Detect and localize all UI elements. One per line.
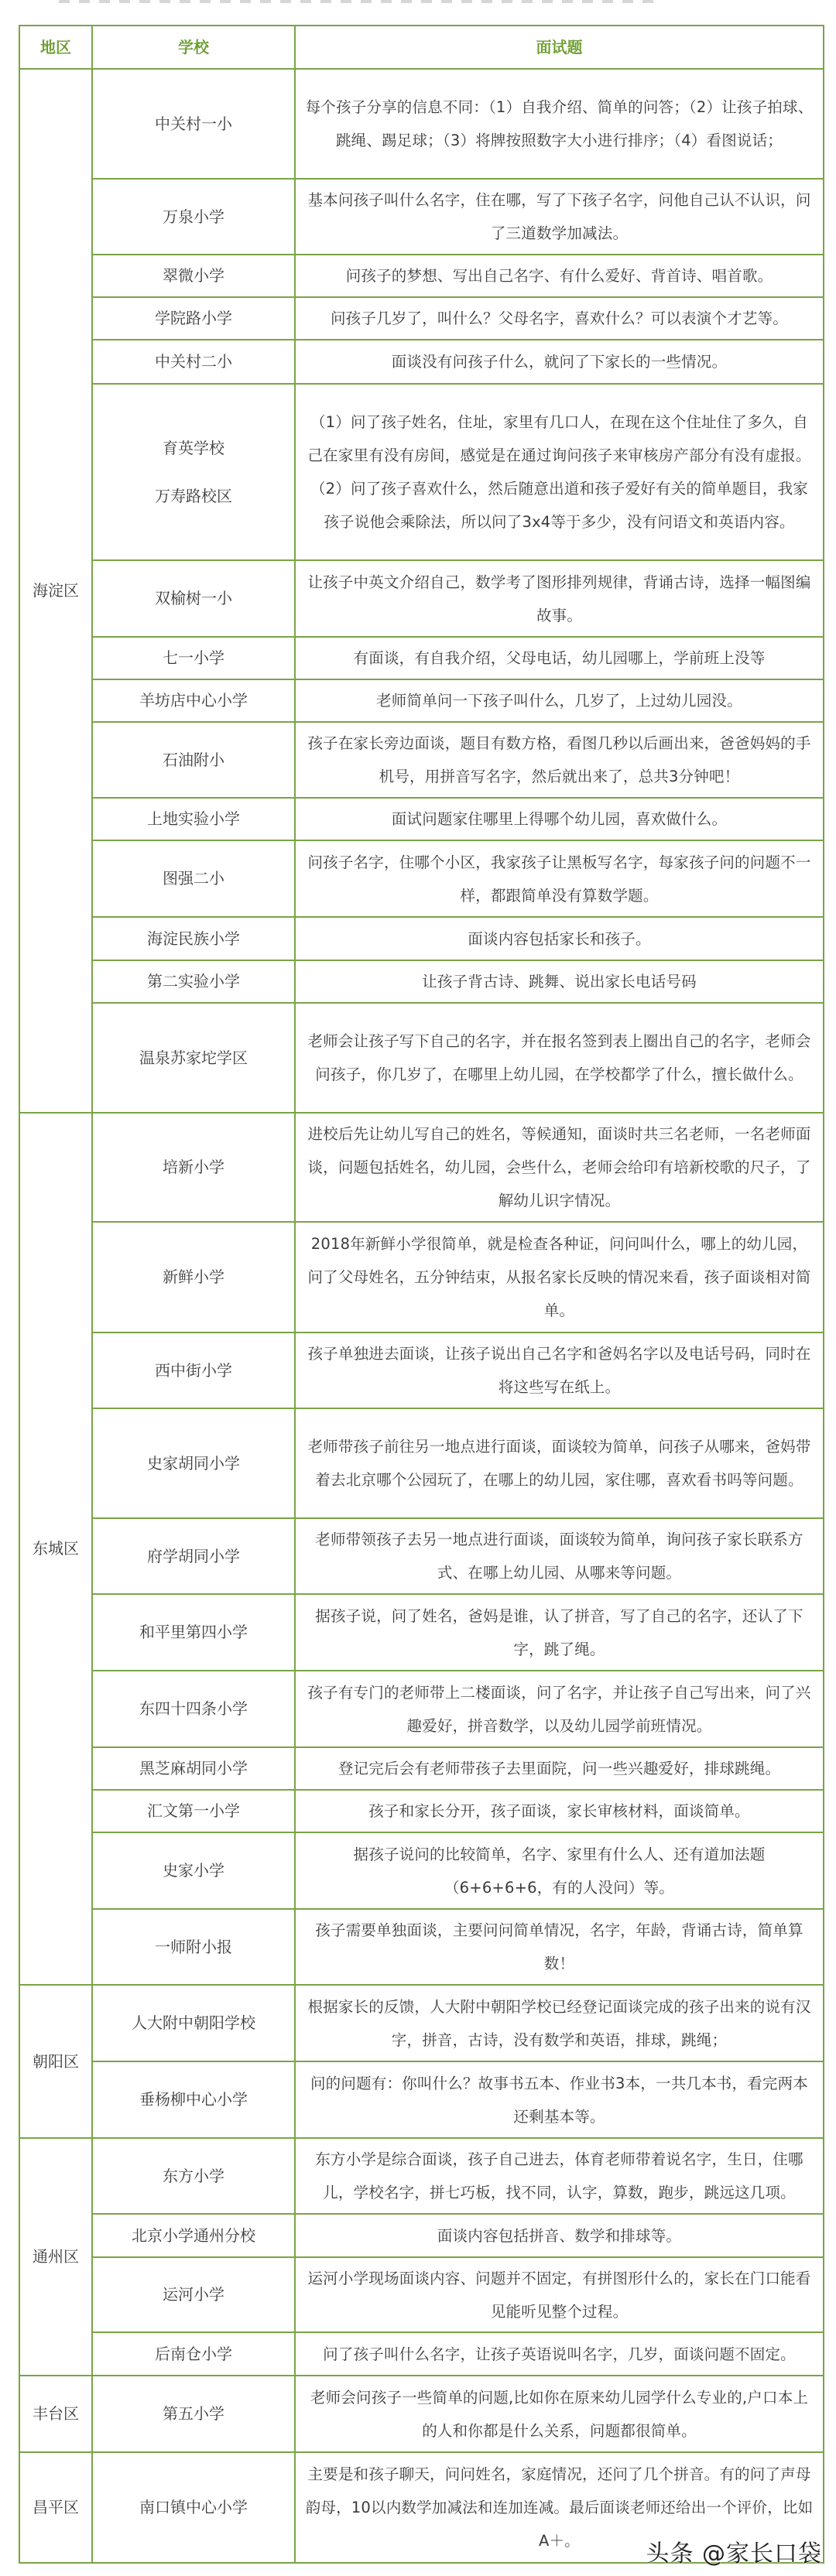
school-cell <box>93 2258 296 2333</box>
school-cell <box>93 918 296 961</box>
district-cell: 通州区 <box>20 2139 93 2376</box>
school-name: 上地实验小学 <box>147 809 240 828</box>
interview-question-cell: 让孩子背古诗、跳舞、说出家长电话号码 <box>296 961 823 1004</box>
school-name: 万泉小学 <box>163 207 224 226</box>
clipped-caption-line <box>54 0 751 5</box>
school-name: 史家胡同小学 <box>147 1453 240 1473</box>
school-cell <box>93 340 296 385</box>
school-cell <box>93 841 296 918</box>
school-cell <box>93 1833 296 1910</box>
school-cell <box>93 2215 296 2258</box>
school-name: 中关村一小 <box>155 114 232 133</box>
interview-question-cell: 据孩子说问的比较简单，名字、家里有什么人、还有道加法题（6+6+6+6，有的人没问）等。 <box>296 1833 823 1910</box>
school-name: 海淀民族小学 <box>147 929 240 948</box>
school-cell <box>93 2376 296 2453</box>
interview-question-cell: 登记完后会有老师带孩子去里面院，问一些兴趣爱好，排球跳绳。 <box>296 1748 823 1791</box>
school-cell <box>93 1595 296 1671</box>
school-name: 育英学校 <box>163 439 224 457</box>
interview-question-cell: 问孩子几岁了，叫什么？父母名字，喜欢什么？可以表演个才艺等。 <box>296 298 823 340</box>
school-cell <box>93 70 296 180</box>
interview-question-cell: 问孩子名字，住哪个小区，我家孩子让黑板写名字，每家孩子问的问题不一样，都跟简单没有算数学题。 <box>296 841 823 918</box>
interview-question-cell: 老师带领孩子去另一地点进行面谈，面谈较为简单，询问孩子家长联系方式、在哪上幼儿园、从哪来等问题。 <box>296 1519 823 1595</box>
interview-question-cell: 主要是和孩子聊天，问问姓名，家庭情况，还问了几个拼音。有的问了声母韵母，10以内数学加减法和连加连减。最后面谈老师还给出一个评价，比如A＋。 <box>305 2465 814 2550</box>
school-cell <box>93 180 296 255</box>
interview-question-cell: 问孩子的梦想、写出自己名字、有什么爱好、背首诗、唱首歌。 <box>296 255 823 298</box>
district-cell: 丰台区 <box>20 2376 93 2453</box>
school-name: 学院路小学 <box>155 309 232 327</box>
interview-question-cell: 孩子需要单独面谈，主要问问简单情况，名字，年龄，背诵古诗，简单算数！ <box>296 1910 823 1986</box>
header-school: 学校 <box>93 26 296 70</box>
school-cell <box>93 2453 296 2562</box>
interview-question-cell: 老师会问孩子一些简单的问题,比如你在原来幼儿园学什么专业的,户口本上的人和你都是什么关系，问题都很简单。 <box>296 2376 823 2453</box>
interview-question-cell: 问了孩子叫什么名字，让孩子英语说叫名字，几岁，面谈问题不固定。 <box>296 2333 823 2376</box>
district-cell: 朝阳区 <box>20 1986 93 2139</box>
school-name: 南口镇中心小学 <box>139 2498 248 2516</box>
interview-question-cell: 进校后先让幼儿写自己的姓名，等候通知，面谈时共三名老师，一名老师面谈，问题包括姓名，幼儿园，会些什么，老师会给印有培新校歌的尺子，了解幼儿识字情况。 <box>296 1114 823 1223</box>
interview-question-cell: 2018年新鲜小学很简单，就是检查各种证，问问叫什么，哪上的幼儿园，问了父母姓名，五分钟结束，从报名家长反映的情况来看，孩子面谈相对简单。 <box>296 1223 823 1333</box>
school-name: 和平里第四小学 <box>139 1623 248 1641</box>
school-name: 黑芝麻胡同小学 <box>139 1759 248 1777</box>
school-name: 羊坊店中心小学 <box>139 691 248 710</box>
school-name: 史家小学 <box>163 1861 224 1880</box>
school-name: 万寿路校区 <box>155 487 232 505</box>
school-cell <box>93 1004 296 1114</box>
district-cell: 海淀区 <box>20 70 93 1114</box>
school-name: 汇文第一小学 <box>147 1801 240 1820</box>
school-name: 七一小学 <box>163 648 224 667</box>
interview-question-cell: 根据家长的反馈，人大附中朝阳学校已经登记面谈完成的孩子出来的说有汉字，拼音，古诗，没有数学和英语，排球，跳绳； <box>296 1986 823 2062</box>
interview-question-cell: 东方小学是综合面谈，孩子自己进去，体育老师带着说名字，生日，住哪儿，学校名字，拼七巧板，找不同，认字，算数，跑步，跳远这几项。 <box>296 2139 823 2215</box>
school-cell <box>93 1671 296 1748</box>
interview-question-cell: 面谈内容包括家长和孩子。 <box>296 918 823 961</box>
interview-question-cell: 孩子在家长旁边面谈，题目有数方格，看图几秒以后画出来，爸爸妈妈的手机号，用拼音写名字，然后就出来了，总共3分钟吧！ <box>296 723 823 799</box>
interview-question-cell: 据孩子说，问了姓名，爸妈是谁，认了拼音，写了自己的名字，还认了下字，跳了绳。 <box>296 1595 823 1671</box>
interview-question-cell: 老师带孩子前往另一地点进行面谈，面谈较为简单，问孩子从哪来，爸妈带着去北京哪个公园玩了，在哪上的幼儿园，家住哪，喜欢看书吗等问题。 <box>296 1409 823 1519</box>
school-cell <box>93 2139 296 2215</box>
school-cell <box>93 1114 296 1223</box>
school-name: 西中街小学 <box>155 1360 232 1380</box>
school-cell <box>93 638 296 680</box>
school-cell <box>93 1333 296 1409</box>
school-name: 东方小学 <box>163 2166 224 2185</box>
school-name: 人大附中朝阳学校 <box>132 2013 255 2032</box>
watermark: 头条 @家长口袋 <box>646 2540 822 2567</box>
interview-question-cell: 每个孩子分享的信息不同：（1）自我介绍、简单的问答；（2）让孩子拍球、跳绳、踢足球；（3）将牌按照数字大小进行排序；（4）看图说话； <box>296 70 823 180</box>
school-cell <box>93 1223 296 1333</box>
school-cell <box>93 255 296 298</box>
interview-question-cell: 问的问题有：你叫什么？故事书五本、作业书3本，一共几本书，看完两本还剩基本等。 <box>296 2062 823 2139</box>
school-name: 第二实验小学 <box>147 972 240 990</box>
interview-question-cell: 孩子和家长分开，孩子面谈，家长审核材料，面谈简单。 <box>296 1791 823 1833</box>
school-cell <box>93 1409 296 1519</box>
interview-question-cell: 孩子有专门的老师带上二楼面谈，问了名字，并让孩子自己写出来，问了兴趣爱好，拼音数学，以及幼儿园学前班情况。 <box>296 1671 823 1748</box>
school-name: 府学胡同小学 <box>147 1546 240 1565</box>
school-name: 中关村二小 <box>155 352 232 371</box>
school-name: 翠微小学 <box>163 266 224 285</box>
school-cell <box>93 1748 296 1791</box>
school-cell <box>93 723 296 799</box>
interview-question-cell: 有面谈，有自我介绍，父母电话，幼儿园哪上，学前班上没等 <box>296 638 823 680</box>
table-grid <box>20 26 823 2562</box>
district-cell: 东城区 <box>20 1114 93 1986</box>
school-cell <box>93 1986 296 2062</box>
school-cell <box>93 2333 296 2376</box>
school-name: 垂杨柳中心小学 <box>139 2090 248 2109</box>
interview-question-cell: 老师简单问一下孩子叫什么，几岁了，上过幼儿园没。 <box>296 680 823 723</box>
school-cell <box>93 1910 296 1986</box>
school-cell <box>93 961 296 1004</box>
school-name: 后南仓小学 <box>155 2344 232 2363</box>
interview-question-cell: 孩子单独进去面谈，让孩子说出自己名字和爸妈名字以及电话号码，同时在将这些写在纸上。 <box>296 1333 823 1409</box>
school-name: 培新小学 <box>163 1158 224 1176</box>
school-name: 石油附小 <box>163 750 224 769</box>
header-question: 面试题 <box>296 26 823 70</box>
district-cell: 昌平区 <box>20 2453 93 2562</box>
interview-question-cell: 老师会让孩子写下自己的名字，并在报名签到表上圈出自己的名字，老师会问孩子，你几岁了，在哪里上幼儿园，在学校都学了什么，擅长做什么。 <box>296 1004 823 1114</box>
school-name: 双榆树一小 <box>155 589 232 607</box>
interview-question-cell: 运河小学现场面谈内容、问题并不固定，有拼图形什么的，家长在门口能看见能听见整个过程。 <box>296 2258 823 2333</box>
interview-question-cell: 面谈内容包括拼音、数学和排球等。 <box>296 2215 823 2258</box>
school-name: 新鲜小学 <box>163 1267 224 1286</box>
school-name: 图强二小 <box>163 869 224 888</box>
school-name: 东四十四条小学 <box>139 1699 248 1718</box>
school-cell <box>93 298 296 340</box>
school-cell <box>93 2062 296 2139</box>
interview-question-cell: 让孩子中英文介绍自己，数学考了图形排列规律，背诵古诗，选择一幅图编故事。 <box>296 561 823 638</box>
school-name: 一师附小报 <box>155 1937 232 1956</box>
school-name: 温泉苏家坨学区 <box>139 1048 248 1067</box>
interview-question-cell: 基本问孩子叫什么名字，住在哪，写了下孩子名字，问他自己认不认识，问了三道数学加减法。 <box>296 180 823 255</box>
interview-questions-table <box>19 25 824 2564</box>
school-cell <box>93 561 296 638</box>
school-cell <box>93 1791 296 1833</box>
interview-question-cell: （1）问了孩子姓名，住址，家里有几口人，在现在这个住址住了多久，自己在家里有没有房间，感觉是在通过询问孩子来审核房产部分有没有虚报。（2）问了孩子喜欢什么，然后随意出道和孩子爱好有关的简单题目，我家孩子说他会乘除法，所以问了3x4等于多少，没有问语文和英语内容。 <box>296 385 823 561</box>
school-cell <box>93 799 296 841</box>
school-cell <box>93 385 296 561</box>
header-district: 地区 <box>20 26 93 70</box>
interview-question-cell: 面试问题家住哪里上得哪个幼儿园，喜欢做什么。 <box>296 799 823 841</box>
school-name: 第五小学 <box>163 2404 224 2423</box>
school-name: 北京小学通州分校 <box>132 2225 255 2245</box>
school-name: 运河小学 <box>163 2285 224 2304</box>
interview-question-cell: 面谈没有问孩子什么，就问了下家长的一些情况。 <box>296 340 823 385</box>
school-cell <box>93 680 296 723</box>
school-cell <box>93 1519 296 1595</box>
